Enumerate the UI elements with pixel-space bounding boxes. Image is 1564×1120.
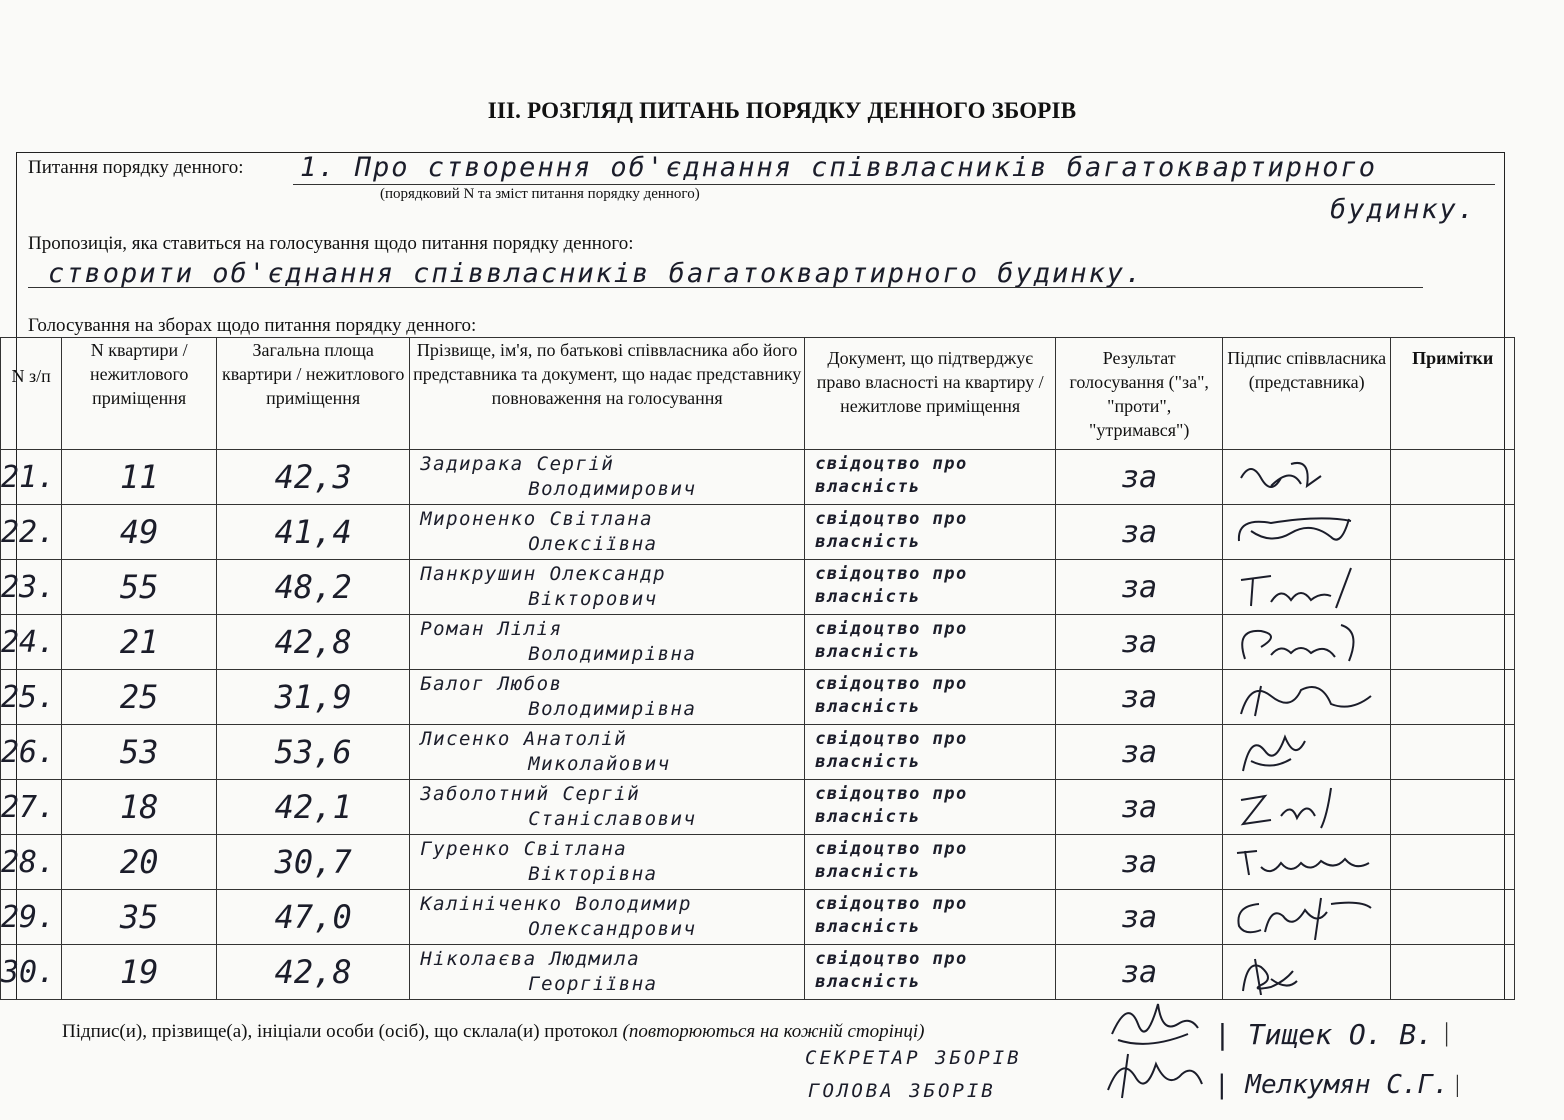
vote-result: за xyxy=(1056,615,1223,670)
chair-name: | Мелкумян С.Г. xyxy=(1214,1070,1449,1100)
notes-cell xyxy=(1391,450,1515,505)
signature-scribble xyxy=(1231,621,1381,665)
secretary-name-end-mark: | xyxy=(1444,1018,1450,1047)
col-header-signature: Підпис співвласника (представника) xyxy=(1223,338,1391,450)
voting-label: Голосування на зборах щодо питання порядку денного: xyxy=(28,315,477,336)
signature-scribble xyxy=(1231,456,1381,500)
apartment-number: 49 xyxy=(62,505,217,560)
row-number: 23. xyxy=(1,560,62,615)
row-number: 27. xyxy=(1,780,62,835)
signature-cell xyxy=(1223,945,1391,1000)
signature-cell xyxy=(1223,450,1391,505)
ownership-doc-cell xyxy=(805,615,1056,670)
ownership-doc-line2: власність xyxy=(815,972,921,992)
apartment-area: 48,2 xyxy=(217,560,410,615)
owner-name-cell xyxy=(410,725,805,780)
row-number: 21. xyxy=(1,450,62,505)
ownership-doc-line1: свідоцтво про xyxy=(815,839,968,859)
owner-patronymic: Вікторович xyxy=(528,588,658,610)
signature-cell xyxy=(1223,615,1391,670)
table-row xyxy=(1,615,1515,670)
question-value-line1: 1. Про створення об'єднання співвласників багатоквартирного xyxy=(300,152,1378,183)
apartment-area: 41,4 xyxy=(217,505,410,560)
ownership-doc-line1: свідоцтво про xyxy=(815,674,968,694)
col-header-number: N з/п xyxy=(1,338,62,450)
owner-surname-name: Лисенко Анатолій xyxy=(420,728,628,750)
ownership-doc-cell xyxy=(805,890,1056,945)
owner-name-cell xyxy=(410,835,805,890)
question-label: Питання порядку денного: xyxy=(28,157,244,178)
owner-name-cell xyxy=(410,615,805,670)
apartment-number: 21 xyxy=(62,615,217,670)
proposal-underline xyxy=(28,287,1423,288)
voting-table xyxy=(0,337,1515,1000)
table-row xyxy=(1,945,1515,1000)
owner-name-cell xyxy=(410,670,805,725)
chair-name-end-mark: | xyxy=(1455,1072,1460,1098)
signature-scribble xyxy=(1231,731,1381,775)
vote-result: за xyxy=(1056,670,1223,725)
vote-result: за xyxy=(1056,835,1223,890)
owner-name-cell xyxy=(410,945,805,1000)
row-number: 26. xyxy=(1,725,62,780)
secretary-role: СЕКРЕТАР ЗБОРІВ xyxy=(805,1047,1022,1069)
apartment-area: 30,7 xyxy=(217,835,410,890)
col-header-notes: Примітки xyxy=(1391,338,1515,450)
owner-patronymic: Володимирівна xyxy=(528,643,697,665)
ownership-doc-cell xyxy=(805,670,1056,725)
apartment-area: 53,6 xyxy=(217,725,410,780)
col-header-vote-result: Результат голосування ("за", "проти", "утримався") xyxy=(1056,338,1223,450)
question-hint: (порядковий N та зміст питання порядку денного) xyxy=(380,186,700,202)
apartment-number: 53 xyxy=(62,725,217,780)
owner-patronymic: Станіславович xyxy=(528,808,697,830)
ownership-doc-line2: власність xyxy=(815,532,921,552)
ownership-doc-line1: свідоцтво про xyxy=(815,564,968,584)
signature-scribble xyxy=(1231,896,1381,940)
owner-name-cell xyxy=(410,560,805,615)
ownership-doc-line1: свідоцтво про xyxy=(815,619,968,639)
vote-result: за xyxy=(1056,890,1223,945)
proposal-label: Пропозиція, яка ставиться на голосування щодо питання порядку денного: xyxy=(28,233,634,254)
owner-patronymic: Вікторівна xyxy=(528,863,658,885)
section-title: III. РОЗГЛЯД ПИТАНЬ ПОРЯДКУ ДЕННОГО ЗБОРІВ xyxy=(487,98,1077,123)
apartment-area: 42,3 xyxy=(217,450,410,505)
ownership-doc-cell xyxy=(805,835,1056,890)
row-number: 30. xyxy=(1,945,62,1000)
ownership-doc-cell xyxy=(805,780,1056,835)
ownership-doc-cell xyxy=(805,450,1056,505)
owner-surname-name: Заболотний Сергій xyxy=(420,783,641,805)
col-header-owner-name: Прізвище, ім'я, по батькові співвласника або його представника та документ, що надає представнику повноваження на голосування xyxy=(410,338,805,450)
notes-cell xyxy=(1391,890,1515,945)
owner-patronymic: Георгіївна xyxy=(528,973,658,995)
vote-result: за xyxy=(1056,450,1223,505)
ownership-doc-line2: власність xyxy=(815,642,921,662)
secretary-name: | Тищек О. В. xyxy=(1214,1018,1434,1051)
col-header-apartment: N квартири / нежитлового приміщення xyxy=(62,338,217,450)
row-number: 24. xyxy=(1,615,62,670)
table-row xyxy=(1,835,1515,890)
signature-cell xyxy=(1223,835,1391,890)
row-number: 28. xyxy=(1,835,62,890)
row-number: 29. xyxy=(1,890,62,945)
ownership-doc-line1: свідоцтво про xyxy=(815,729,968,749)
owner-surname-name: Задирака Сергій xyxy=(420,453,615,475)
notes-cell xyxy=(1391,505,1515,560)
notes-cell xyxy=(1391,560,1515,615)
table-row xyxy=(1,670,1515,725)
vote-result: за xyxy=(1056,945,1223,1000)
signature-scribble xyxy=(1231,786,1381,830)
owner-surname-name: Гуренко Світлана xyxy=(420,838,628,860)
apartment-area: 47,0 xyxy=(217,890,410,945)
ownership-doc-line2: власність xyxy=(815,807,921,827)
apartment-number: 20 xyxy=(62,835,217,890)
table-row xyxy=(1,725,1515,780)
apartment-number: 35 xyxy=(62,890,217,945)
ownership-doc-cell xyxy=(805,945,1056,1000)
notes-cell xyxy=(1391,725,1515,780)
ownership-doc-line2: власність xyxy=(815,917,921,937)
signature-cell xyxy=(1223,890,1391,945)
owner-patronymic: Володимирович xyxy=(528,478,697,500)
vote-result: за xyxy=(1056,505,1223,560)
ownership-doc-line1: свідоцтво про xyxy=(815,949,968,969)
apartment-number: 11 xyxy=(62,450,217,505)
notes-cell xyxy=(1391,835,1515,890)
notes-cell xyxy=(1391,780,1515,835)
apartment-area: 42,1 xyxy=(217,780,410,835)
owner-name-cell xyxy=(410,505,805,560)
owner-patronymic: Миколайович xyxy=(528,753,671,775)
row-number: 25. xyxy=(1,670,62,725)
ownership-doc-line2: власність xyxy=(815,697,921,717)
ownership-doc-line2: власність xyxy=(815,587,921,607)
notes-cell xyxy=(1391,945,1515,1000)
owner-surname-name: Панкрушин Олександр xyxy=(420,563,667,585)
owner-patronymic: Володимирівна xyxy=(528,698,697,720)
ownership-doc-cell xyxy=(805,725,1056,780)
signature-cell xyxy=(1223,780,1391,835)
ownership-doc-line1: свідоцтво про xyxy=(815,784,968,804)
vote-result: за xyxy=(1056,560,1223,615)
table-row xyxy=(1,450,1515,505)
footer-label: Підпис(и), прізвище(а), ініціали особи (осіб), що склала(и) протокол (повторюються на кожній сторінці) xyxy=(62,1021,925,1042)
notes-cell xyxy=(1391,615,1515,670)
vote-result: за xyxy=(1056,725,1223,780)
apartment-number: 18 xyxy=(62,780,217,835)
owner-patronymic: Олексіївна xyxy=(528,533,658,555)
ownership-doc-cell xyxy=(805,560,1056,615)
owner-surname-name: Балог Любов xyxy=(420,673,563,695)
signature-cell xyxy=(1223,725,1391,780)
row-number: 22. xyxy=(1,505,62,560)
apartment-area: 42,8 xyxy=(217,615,410,670)
signature-cell xyxy=(1223,560,1391,615)
protocol-signatures-scribble xyxy=(1098,994,1208,1104)
ownership-doc-line1: свідоцтво про xyxy=(815,509,968,529)
signature-scribble xyxy=(1231,676,1381,720)
ownership-doc-line2: власність xyxy=(815,862,921,882)
signature-scribble xyxy=(1231,951,1381,995)
question-underline xyxy=(293,184,1495,185)
apartment-number: 25 xyxy=(62,670,217,725)
owner-surname-name: Роман Лілія xyxy=(420,618,563,640)
table-row xyxy=(1,780,1515,835)
ownership-doc-line1: свідоцтво про xyxy=(815,454,968,474)
proposal-value: створити об'єднання співвласників багатоквартирного будинку. xyxy=(48,258,1144,289)
table-row xyxy=(1,890,1515,945)
owner-name-cell xyxy=(410,890,805,945)
owner-surname-name: Мироненко Світлана xyxy=(420,508,654,530)
apartment-number: 55 xyxy=(62,560,217,615)
owner-surname-name: Калініченко Володимир xyxy=(420,893,692,915)
signature-cell xyxy=(1223,505,1391,560)
vote-result: за xyxy=(1056,780,1223,835)
apartment-area: 42,8 xyxy=(217,945,410,1000)
owner-name-cell xyxy=(410,780,805,835)
ownership-doc-line2: власність xyxy=(815,752,921,772)
ownership-doc-line2: власність xyxy=(815,477,921,497)
notes-cell xyxy=(1391,670,1515,725)
signature-cell xyxy=(1223,670,1391,725)
col-header-ownership-document: Документ, що підтверджує право власності на квартиру / нежитлове приміщення xyxy=(805,338,1056,450)
chair-role: ГОЛОВА ЗБОРІВ xyxy=(808,1080,996,1102)
owner-patronymic: Олександрович xyxy=(528,918,697,940)
col-header-area: Загальна площа квартири / нежитлового приміщення xyxy=(217,338,410,450)
table-row xyxy=(1,560,1515,615)
signature-scribble xyxy=(1231,566,1381,610)
question-value-line2: будинку. xyxy=(1330,194,1477,225)
ownership-doc-cell xyxy=(805,505,1056,560)
table-row xyxy=(1,505,1515,560)
apartment-number: 19 xyxy=(62,945,217,1000)
ownership-doc-line1: свідоцтво про xyxy=(815,894,968,914)
signature-scribble xyxy=(1231,511,1381,555)
owner-surname-name: Ніколаєва Людмила xyxy=(420,948,641,970)
apartment-area: 31,9 xyxy=(217,670,410,725)
footer-label-italic: (повторюються на кожній сторінці) xyxy=(622,1021,925,1042)
owner-name-cell xyxy=(410,450,805,505)
signature-scribble xyxy=(1231,841,1381,885)
